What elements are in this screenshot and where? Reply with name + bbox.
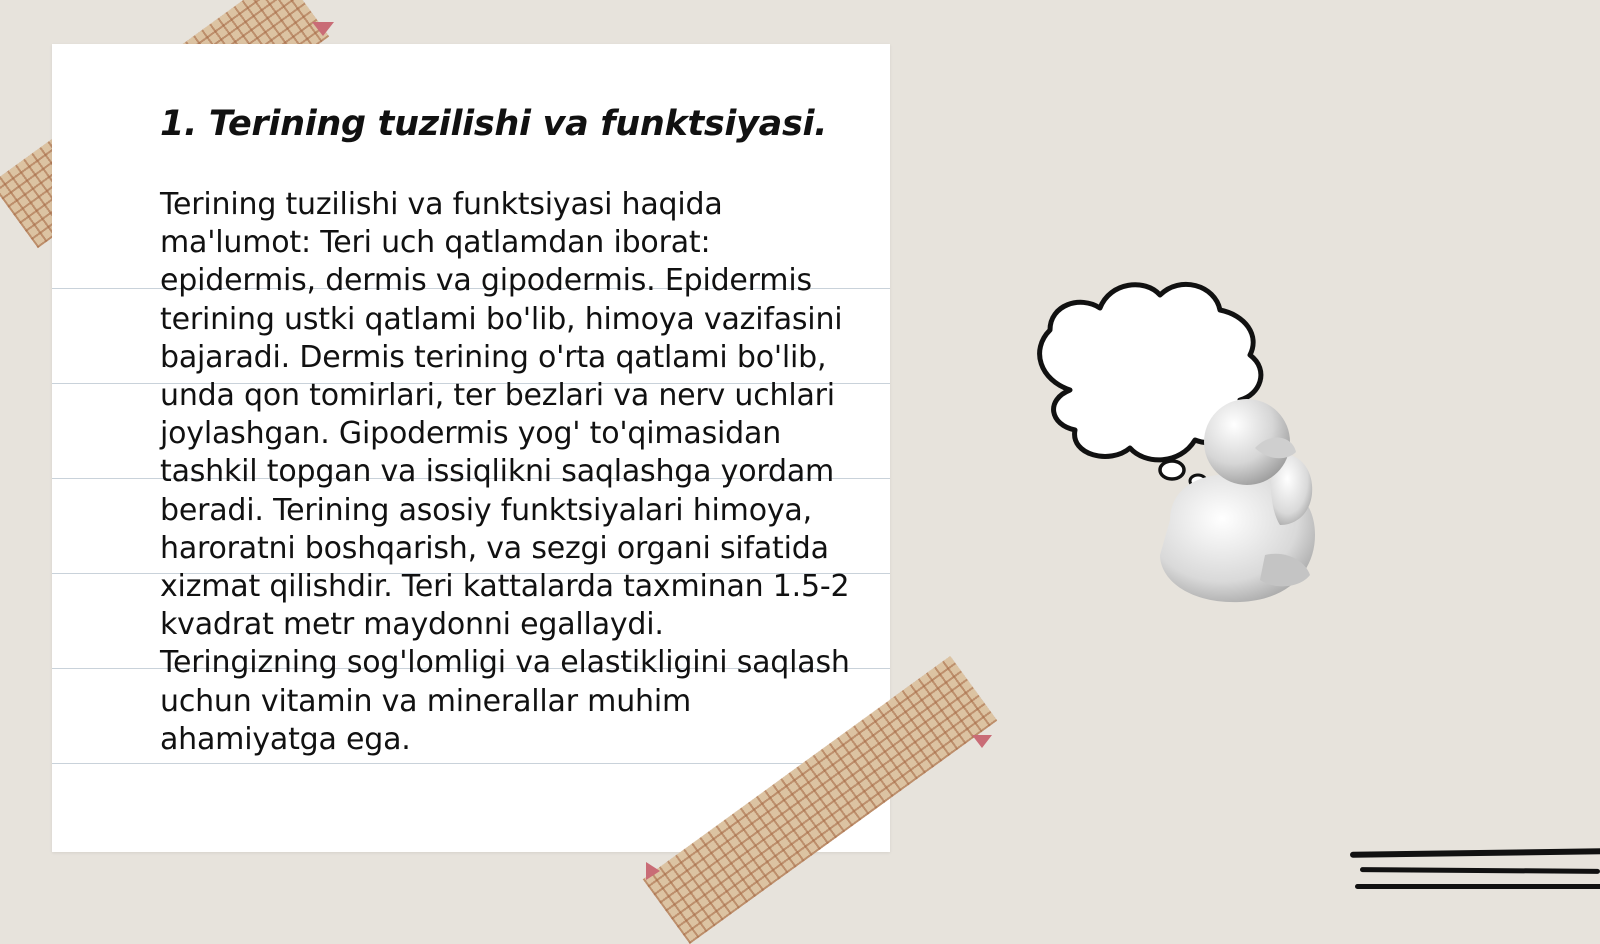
slide-title: 1. Terining tuzilishi va funktsiyasi. [160, 104, 828, 144]
decorative-stroke [1360, 867, 1600, 874]
slide-body-text: Terining tuzilishi va funktsiyasi haqida ma'lumot: Teri uch qatlamdan iborat: epidermis, dermis va gipodermis. Epidermis terining ustki qatlami bo'lib, himoya vazifasini bajaradi. Dermis terining o'rta qatlami bo'lib, unda qon tomirlari, ter bezlari va nerv uchlari joylashgan. Gipodermis yog' to'qimasidan tashkil topgan va issiqlikni saqlashga yordam beradi. Terining asosiy funktsiyalari himoya, haroratni boshqarish, va sezgi organi sifatida xizmat qilishdir. Teri kattalarda taxminan 1.5-2 kvadrat metr maydonni egallaydi. Teringizning sog'lomligi va elastikligini saqlash uchun vitamin va minerallar muhim ahamiyatga ega. [160, 187, 850, 757]
decorative-stroke [1350, 848, 1600, 858]
thinking-person-illustration [1030, 270, 1350, 620]
pin-icon [972, 735, 992, 748]
decorative-stroke [1355, 884, 1600, 889]
ruled-line [52, 763, 890, 764]
pin-icon [646, 862, 660, 880]
pin-icon [312, 22, 334, 36]
